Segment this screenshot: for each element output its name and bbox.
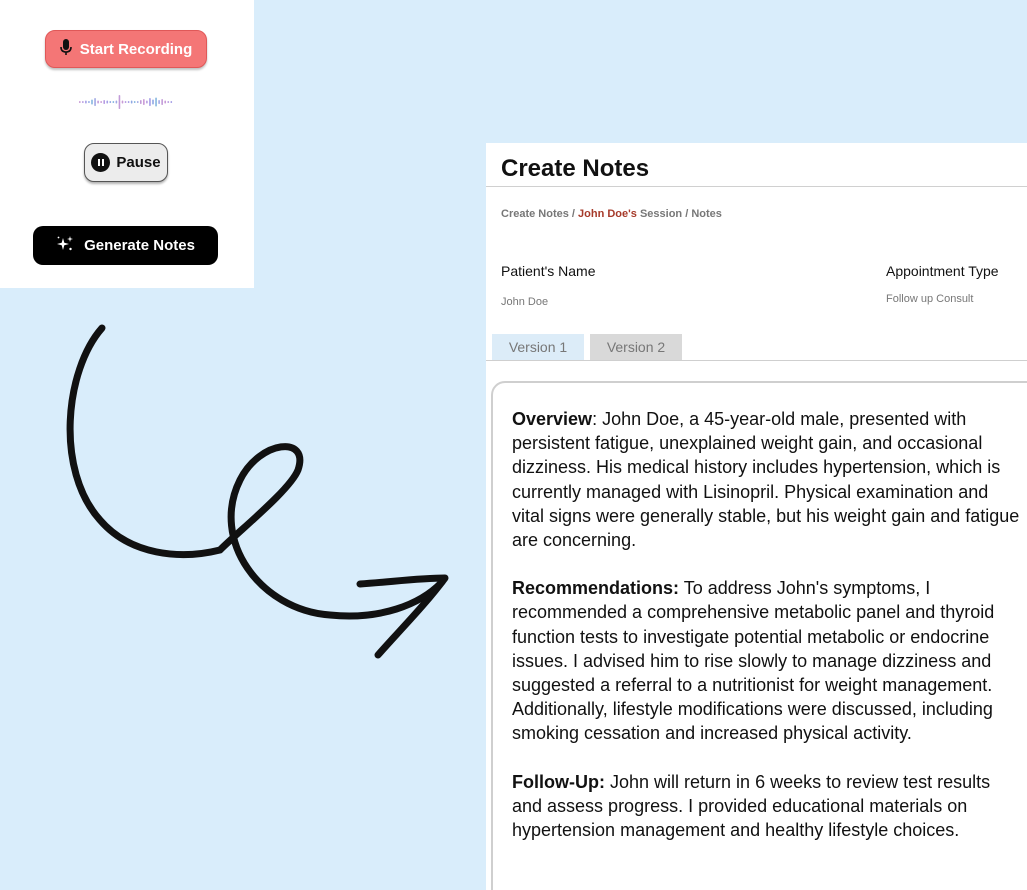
waveform-bar <box>94 98 96 106</box>
section-body: John will return in 6 weeks to review test results and assess progress. I provided educational materials on hypertension management and healthy lifestyle choices. <box>512 771 991 841</box>
waveform-bar <box>158 100 160 104</box>
waveform-bar <box>119 95 121 109</box>
waveform-bar <box>113 101 115 103</box>
waveform-bar <box>79 101 81 103</box>
breadcrumb-session[interactable]: Session <box>636 208 683 220</box>
waveform-bar <box>128 101 130 103</box>
breadcrumb <box>501 208 722 220</box>
waveform-bar <box>116 101 118 104</box>
note-section-recommendations <box>512 576 1022 745</box>
note-content-card[interactable] <box>491 381 1027 890</box>
note-section-overview <box>512 407 1022 552</box>
waveform-bar <box>106 101 108 104</box>
tabs-divider <box>486 360 1027 361</box>
breadcrumb-separator: / <box>682 208 692 220</box>
pause-icon <box>91 153 110 172</box>
waveform-bar <box>164 101 166 104</box>
appointment-type-label: Appointment Type <box>886 263 999 279</box>
curved-arrow-icon <box>60 320 460 665</box>
start-recording-button[interactable] <box>45 30 207 68</box>
generate-notes-button[interactable] <box>33 226 218 265</box>
pause-button[interactable] <box>84 143 168 182</box>
waveform-bar <box>167 101 169 103</box>
note-section-follow-up <box>512 770 1022 843</box>
section-heading: Follow-Up: <box>512 771 605 792</box>
waveform-bar <box>85 101 87 104</box>
section-body: John Doe, a 45-year-old male, presented with persistent fatigue, unexplained weight gain, and occasional dizziness. His medical history includes hypertension, which is currently managed with Lisinopril. Physical examination and vital signs were generally stable, but his weight gain and fatigue are concerning. <box>512 409 1020 551</box>
create-notes-panel <box>486 143 1027 890</box>
waveform-bar <box>100 101 102 103</box>
section-separator: : <box>592 409 603 429</box>
microphone-icon <box>60 39 72 60</box>
breadcrumb-current: Notes <box>691 208 722 220</box>
waveform-bar <box>146 101 148 104</box>
sparkles-icon <box>56 235 74 257</box>
breadcrumb-separator: / <box>568 208 579 220</box>
waveform-bar <box>134 101 136 103</box>
section-body: To address John's symptoms, I recommended a comprehensive metabolic panel and thyroid function tests to investigate potential metabolic or endocrine issues. I advised him to rise slowly to manage dizziness and suggested a referral to a nutritionist for weight management. Additionally, lifestyle modifications were discussed, including smoking cessation and increased physical activity. <box>512 578 995 744</box>
waveform-bar <box>140 100 142 104</box>
page-title: Create Notes <box>501 155 650 182</box>
appointment-type-value: Follow up Consult <box>886 293 974 305</box>
waveform-bar <box>137 101 139 103</box>
waveform-bar <box>143 99 145 105</box>
patient-name-value: John Doe <box>501 296 549 308</box>
waveform-bar <box>91 100 93 105</box>
title-divider <box>486 186 1027 187</box>
section-heading: Overview <box>512 409 593 429</box>
start-recording-label: Start Recording <box>79 40 193 58</box>
waveform-bar <box>103 100 105 104</box>
generate-notes-label: Generate Notes <box>84 237 195 254</box>
audio-waveform-icon <box>78 92 174 112</box>
section-heading: Recommendations: <box>512 578 680 599</box>
breadcrumb-patient[interactable]: John Doe's <box>578 208 637 220</box>
waveform-bar <box>82 101 84 103</box>
waveform-bar <box>149 98 151 106</box>
waveform-bar <box>110 101 112 103</box>
pause-label: Pause <box>116 154 161 171</box>
recording-controls-panel <box>0 0 254 288</box>
waveform-bar <box>152 100 154 105</box>
tab-version-2[interactable]: Version 2 <box>590 334 682 360</box>
patient-name-label: Patient's Name <box>501 263 596 279</box>
breadcrumb-root[interactable]: Create Notes <box>501 208 569 220</box>
waveform-bar <box>155 98 157 107</box>
waveform-bar <box>88 101 90 103</box>
waveform-bar <box>171 101 173 103</box>
waveform-bar <box>161 99 163 105</box>
waveform-bar <box>97 101 99 104</box>
waveform-bar <box>131 101 133 104</box>
tab-version-1[interactable]: Version 1 <box>492 334 584 360</box>
waveform-bar <box>122 101 124 104</box>
waveform-bar <box>125 101 127 103</box>
